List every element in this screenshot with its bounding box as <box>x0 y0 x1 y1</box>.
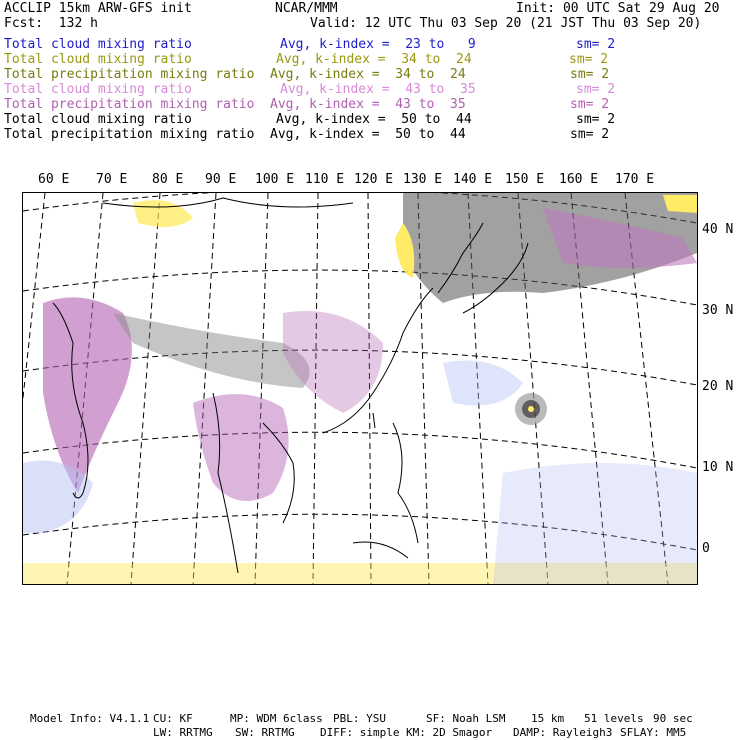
footer-sf: SF: Noah LSM <box>426 712 506 725</box>
field-avg: Avg, k-index = 34 to 24 <box>270 67 466 82</box>
model-title: ACCLIP 15km ARW-GFS init <box>4 1 192 16</box>
organization: NCAR/MMM <box>275 1 338 16</box>
lon-label: 110 E <box>305 172 345 187</box>
precip-fields <box>23 193 697 584</box>
footer-resolution: 15 km <box>531 712 565 725</box>
footer-timestep: 90 sec <box>653 712 693 725</box>
field-avg: Avg, k-index = 50 to 44 <box>270 127 466 142</box>
field-sm: sm= 2 <box>576 112 616 127</box>
lon-line-100 <box>255 193 268 584</box>
lat-label: 10 N <box>702 460 734 475</box>
lon-label: 90 E <box>205 172 237 187</box>
lon-label: 70 E <box>96 172 128 187</box>
lon-line-90 <box>193 193 216 584</box>
lat-line-10 <box>23 432 697 468</box>
field-sm: sm= 2 <box>576 82 616 97</box>
field-avg: Avg, k-index = 43 to 35 <box>270 97 466 112</box>
field-sm: sm= 2 <box>570 127 610 142</box>
precip-china <box>283 311 383 413</box>
cloud-yellow-2 <box>133 200 193 227</box>
cloud-yellow-3 <box>663 195 697 213</box>
field-row <box>4 37 734 52</box>
lon-label: 170 E <box>615 172 655 187</box>
field-sm: sm= 2 <box>570 67 610 82</box>
field-sm: sm= 2 <box>576 37 616 52</box>
footer-sflay: SFLAY: MM5 <box>620 726 687 739</box>
init-time: Init: 00 UTC Sat 29 Aug 20 <box>516 1 720 16</box>
field-name: Total precipitation mixing ratio <box>4 67 255 82</box>
weather-map <box>22 192 698 585</box>
field-row <box>4 52 734 67</box>
field-row <box>4 112 734 127</box>
footer-mp: MP: WDM 6class <box>230 712 323 725</box>
field-avg: Avg, k-index = 50 to 44 <box>276 112 472 127</box>
footer-levels: 51 levels <box>584 712 644 725</box>
field-sm: sm= 2 <box>570 97 610 112</box>
lat-label: 0 <box>702 541 710 556</box>
field-avg: Avg, k-index = 43 to 35 <box>280 82 476 97</box>
lon-label: 160 E <box>559 172 599 187</box>
field-row <box>4 97 734 112</box>
field-name: Total precipitation mixing ratio <box>4 97 255 112</box>
field-row <box>4 67 734 82</box>
field-name: Total precipitation mixing ratio <box>4 127 255 142</box>
footer-km: KM: 2D Smagor <box>406 726 493 739</box>
footer-cu: CU: KF <box>153 712 193 725</box>
forecast-hour: Fcst: 132 h <box>4 16 98 31</box>
valid-time: Valid: 12 UTC Thu 03 Sep 20 (21 JST Thu 03 Sep 20) <box>310 16 702 31</box>
footer-sw: SW: RRTMG <box>235 726 295 739</box>
cloud-blue-eqpac <box>493 463 697 584</box>
footer-lw: LW: RRTMG <box>153 726 213 739</box>
field-name: Total cloud mixing ratio <box>4 112 192 127</box>
lat-label: 30 N <box>702 303 734 318</box>
cloud-blue-wpac <box>443 361 523 406</box>
lat-label: 40 N <box>702 222 734 237</box>
field-name: Total cloud mixing ratio <box>4 52 192 67</box>
lon-label: 140 E <box>453 172 493 187</box>
field-row <box>4 82 734 97</box>
field-avg: Avg, k-index = 23 to 9 <box>280 37 476 52</box>
coast-philippines <box>393 423 418 543</box>
lat-label: 20 N <box>702 379 734 394</box>
field-avg: Avg, k-index = 34 to 24 <box>276 52 472 67</box>
cloud-tibet <box>113 313 310 388</box>
field-name: Total cloud mixing ratio <box>4 82 192 97</box>
lon-label: 100 E <box>255 172 295 187</box>
lon-label: 150 E <box>505 172 545 187</box>
field-sm: sm= 2 <box>569 52 609 67</box>
coast-taiwan <box>373 413 375 428</box>
lon-label: 120 E <box>354 172 394 187</box>
field-row <box>4 127 734 142</box>
map-canvas <box>23 193 697 584</box>
lon-label: 80 E <box>152 172 184 187</box>
precip-seasia <box>193 394 289 501</box>
field-name: Total cloud mixing ratio <box>4 37 192 52</box>
lon-line-80 <box>131 193 160 584</box>
typhoon-eye <box>528 406 534 412</box>
lon-label: 130 E <box>403 172 443 187</box>
lon-label: 60 E <box>38 172 70 187</box>
footer-model-info: Model Info: V4.1.1 <box>30 712 150 725</box>
footer-damp: DAMP: Rayleigh3 <box>513 726 613 739</box>
footer-pbl: PBL: YSU <box>333 712 386 725</box>
footer-diff: DIFF: simple <box>320 726 400 739</box>
coast-borneo <box>353 542 408 558</box>
